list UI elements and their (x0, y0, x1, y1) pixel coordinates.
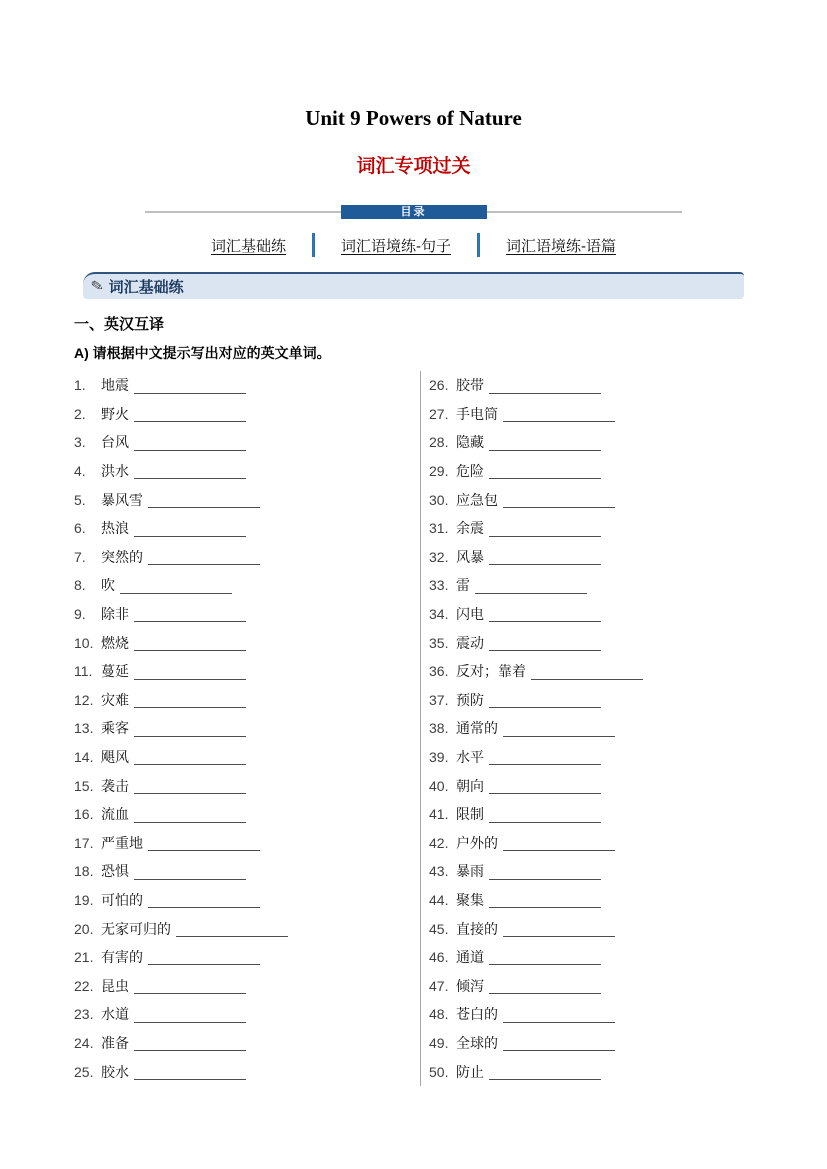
item-chinese-word: 通常的 (456, 720, 498, 737)
list-item (74, 571, 420, 600)
list-item (74, 714, 420, 743)
item-number: 7. (74, 548, 86, 565)
answer-blank-line (134, 523, 246, 537)
list-item (429, 571, 759, 600)
answer-blank-line (489, 894, 601, 908)
item-chinese-word: 灾难 (101, 691, 129, 708)
toc-link-sentence[interactable]: 词汇语境练-句子 (341, 237, 451, 255)
item-chinese-word: 直接的 (456, 920, 498, 937)
item-number: 24. (74, 1034, 94, 1051)
item-number: 43. (429, 863, 449, 880)
list-item (429, 943, 759, 972)
item-number: 6. (74, 520, 86, 537)
answer-blank-line (503, 408, 615, 422)
list-item (429, 600, 759, 629)
answer-blank-line (134, 465, 246, 479)
item-number: 42. (429, 834, 449, 851)
item-number: 35. (429, 634, 449, 651)
answer-blank-line (134, 1037, 246, 1051)
list-item (429, 1057, 759, 1086)
item-number: 46. (429, 949, 449, 966)
item-chinese-word: 胶水 (101, 1063, 129, 1080)
answer-blank-line (503, 494, 615, 508)
answer-blank-line (489, 951, 601, 965)
answer-blank-line (134, 980, 246, 994)
item-chinese-word: 聚集 (456, 891, 484, 908)
document-subtitle: 词汇专项过关 (356, 156, 471, 177)
item-chinese-word: 热浪 (101, 520, 129, 537)
answer-blank-line (134, 780, 246, 794)
item-chinese-word: 飓风 (101, 749, 129, 766)
item-chinese-word: 洪水 (101, 463, 129, 480)
item-chinese-word: 可怕的 (101, 891, 143, 908)
item-number: 49. (429, 1034, 449, 1051)
item-chinese-word: 袭击 (101, 777, 129, 794)
list-item (429, 886, 759, 915)
list-item (429, 628, 759, 657)
item-number: 14. (74, 749, 94, 766)
answer-blank-line (503, 1009, 615, 1023)
item-chinese-word: 准备 (101, 1034, 129, 1051)
list-item (429, 971, 759, 1000)
word-list-right-column (420, 371, 759, 1086)
item-number: 23. (74, 1006, 94, 1023)
list-item (74, 657, 420, 686)
answer-blank-line (489, 465, 601, 479)
item-chinese-word: 雷 (456, 577, 470, 594)
answer-blank-line (120, 580, 232, 594)
section-header-bar (83, 272, 744, 299)
item-chinese-word: 水平 (456, 749, 484, 766)
answer-blank-line (489, 637, 601, 651)
answer-blank-line (134, 809, 246, 823)
item-number: 4. (74, 463, 86, 480)
item-chinese-word: 地震 (101, 377, 129, 394)
item-number: 13. (74, 720, 94, 737)
item-chinese-word: 户外的 (456, 834, 498, 851)
item-chinese-word: 暴雨 (456, 863, 484, 880)
answer-blank-line (134, 408, 246, 422)
item-number: 32. (429, 548, 449, 565)
list-item (74, 800, 420, 829)
answer-blank-line (489, 1066, 601, 1080)
answer-blank-line (489, 809, 601, 823)
section-title: 词汇基础练 (108, 279, 184, 296)
item-chinese-word: 危险 (456, 463, 484, 480)
toc-link-passage[interactable]: 词汇语境练-语篇 (506, 237, 616, 255)
item-chinese-word: 胶带 (456, 377, 484, 394)
item-number: 9. (74, 606, 86, 623)
word-list-left-column (74, 371, 420, 1086)
item-number: 19. (74, 891, 94, 908)
item-number: 5. (74, 491, 86, 508)
item-number: 10. (74, 634, 94, 651)
item-chinese-word: 闪电 (456, 606, 484, 623)
list-item (429, 686, 759, 715)
item-number: 48. (429, 1006, 449, 1023)
item-chinese-word: 燃烧 (101, 634, 129, 651)
item-chinese-word: 严重地 (101, 834, 143, 851)
item-number: 33. (429, 577, 449, 594)
item-number: 41. (429, 806, 449, 823)
answer-blank-line (134, 723, 246, 737)
list-item (74, 1029, 420, 1058)
item-chinese-word: 吹 (101, 577, 115, 594)
list-item (74, 914, 420, 943)
list-item (74, 457, 420, 486)
list-item (429, 543, 759, 572)
item-number: 29. (429, 463, 449, 480)
item-number: 3. (74, 434, 86, 451)
item-chinese-word: 无家可归的 (101, 920, 171, 937)
list-item (429, 485, 759, 514)
answer-blank-line (134, 380, 246, 394)
item-chinese-word: 暴风雪 (101, 491, 143, 508)
item-chinese-word: 应急包 (456, 491, 498, 508)
answer-blank-line (503, 1037, 615, 1051)
item-chinese-word: 蔓延 (101, 663, 129, 680)
item-number: 8. (74, 577, 86, 594)
item-chinese-word: 通道 (456, 949, 484, 966)
item-chinese-word: 突然的 (101, 548, 143, 565)
item-chinese-word: 限制 (456, 806, 484, 823)
item-number: 47. (429, 977, 449, 994)
answer-blank-line (176, 923, 288, 937)
list-item (429, 514, 759, 543)
list-item (429, 829, 759, 858)
answer-blank-line (489, 380, 601, 394)
answer-blank-line (148, 551, 260, 565)
list-item (74, 1000, 420, 1029)
pencil-icon: ✎ (89, 277, 105, 296)
answer-blank-line (489, 866, 601, 880)
answer-blank-line (134, 1009, 246, 1023)
item-number: 30. (429, 491, 449, 508)
answer-blank-line (134, 694, 246, 708)
list-item (74, 743, 420, 772)
answer-blank-line (531, 666, 643, 680)
item-number: 20. (74, 920, 94, 937)
list-item (74, 400, 420, 429)
item-chinese-word: 手电筒 (456, 405, 498, 422)
item-number: 44. (429, 891, 449, 908)
list-item (74, 886, 420, 915)
item-number: 37. (429, 691, 449, 708)
answer-blank-line (134, 866, 246, 880)
answer-blank-line (134, 637, 246, 651)
answer-blank-line (489, 608, 601, 622)
toc-separator (312, 233, 315, 257)
item-number: 40. (429, 777, 449, 794)
item-number: 38. (429, 720, 449, 737)
answer-blank-line (503, 923, 615, 937)
item-chinese-word: 余震 (456, 520, 484, 537)
item-chinese-word: 恐惧 (101, 863, 129, 880)
answer-blank-line (148, 837, 260, 851)
part-subheading: A) 请根据中文提示写出对应的英文单词。 (74, 345, 331, 361)
answer-blank-line (489, 523, 601, 537)
item-chinese-word: 预防 (456, 691, 484, 708)
answer-blank-line (489, 751, 601, 765)
answer-blank-line (489, 694, 601, 708)
answer-blank-line (134, 666, 246, 680)
list-item (74, 771, 420, 800)
item-chinese-word: 反对；靠着 (456, 663, 526, 680)
item-chinese-word: 朝向 (456, 777, 484, 794)
list-item (74, 943, 420, 972)
list-item (74, 543, 420, 572)
list-item (74, 686, 420, 715)
list-item (429, 800, 759, 829)
item-chinese-word: 风暴 (456, 548, 484, 565)
list-item (74, 485, 420, 514)
list-item (429, 1029, 759, 1058)
item-number: 2. (74, 405, 86, 422)
toc-label: 目录 (341, 205, 487, 219)
document-title: Unit 9 Powers of Nature (305, 106, 522, 130)
item-number: 28. (429, 434, 449, 451)
list-item (74, 428, 420, 457)
toc-links (0, 233, 827, 257)
item-number: 39. (429, 749, 449, 766)
item-number: 18. (74, 863, 94, 880)
list-item (74, 600, 420, 629)
answer-blank-line (134, 751, 246, 765)
item-number: 11. (74, 663, 93, 680)
item-number: 45. (429, 920, 449, 937)
list-item (429, 771, 759, 800)
toc-link-basic[interactable]: 词汇基础练 (210, 237, 286, 255)
answer-blank-line (489, 980, 601, 994)
list-item (74, 971, 420, 1000)
item-number: 50. (429, 1063, 449, 1080)
list-item (429, 657, 759, 686)
item-chinese-word: 苍白的 (456, 1006, 498, 1023)
item-chinese-word: 震动 (456, 634, 484, 651)
list-item (429, 857, 759, 886)
item-number: 25. (74, 1063, 94, 1080)
answer-blank-line (134, 437, 246, 451)
item-number: 26. (429, 377, 449, 394)
item-chinese-word: 水道 (101, 1006, 129, 1023)
answer-blank-line (148, 951, 260, 965)
answer-blank-line (134, 608, 246, 622)
item-number: 12. (74, 691, 94, 708)
toc-banner (145, 204, 682, 220)
list-item (74, 514, 420, 543)
item-chinese-word: 隐藏 (456, 434, 484, 451)
list-item (429, 914, 759, 943)
item-chinese-word: 有害的 (101, 949, 143, 966)
toc-separator (477, 233, 480, 257)
list-item (429, 743, 759, 772)
item-chinese-word: 除非 (101, 606, 129, 623)
answer-blank-line (489, 551, 601, 565)
list-item (74, 628, 420, 657)
list-item (74, 857, 420, 886)
item-number: 17. (74, 834, 94, 851)
item-chinese-word: 倾泻 (456, 977, 484, 994)
part-heading: 一、英汉互译 (74, 316, 165, 333)
item-number: 21. (74, 949, 94, 966)
item-number: 15. (74, 777, 94, 794)
answer-blank-line (148, 894, 260, 908)
item-chinese-word: 野火 (101, 405, 129, 422)
list-item (74, 371, 420, 400)
list-item (429, 714, 759, 743)
item-number: 22. (74, 977, 94, 994)
item-chinese-word: 防止 (456, 1063, 484, 1080)
list-item (74, 829, 420, 858)
list-item (74, 1057, 420, 1086)
answer-blank-line (489, 437, 601, 451)
item-chinese-word: 全球的 (456, 1034, 498, 1051)
answer-blank-line (489, 780, 601, 794)
item-chinese-word: 台风 (101, 434, 129, 451)
item-number: 16. (74, 806, 94, 823)
answer-blank-line (503, 837, 615, 851)
answer-blank-line (134, 1066, 246, 1080)
answer-blank-line (475, 580, 587, 594)
item-number: 34. (429, 606, 449, 623)
item-chinese-word: 流血 (101, 806, 129, 823)
answer-blank-line (148, 494, 260, 508)
item-number: 31. (429, 520, 449, 537)
item-chinese-word: 昆虫 (101, 977, 129, 994)
list-item (429, 371, 759, 400)
word-list (74, 371, 827, 1086)
item-chinese-word: 乘客 (101, 720, 129, 737)
answer-blank-line (503, 723, 615, 737)
list-item (429, 400, 759, 429)
item-number: 36. (429, 663, 449, 680)
list-item (429, 457, 759, 486)
list-item (429, 1000, 759, 1029)
list-item (429, 428, 759, 457)
item-number: 1. (74, 377, 86, 394)
item-number: 27. (429, 405, 449, 422)
